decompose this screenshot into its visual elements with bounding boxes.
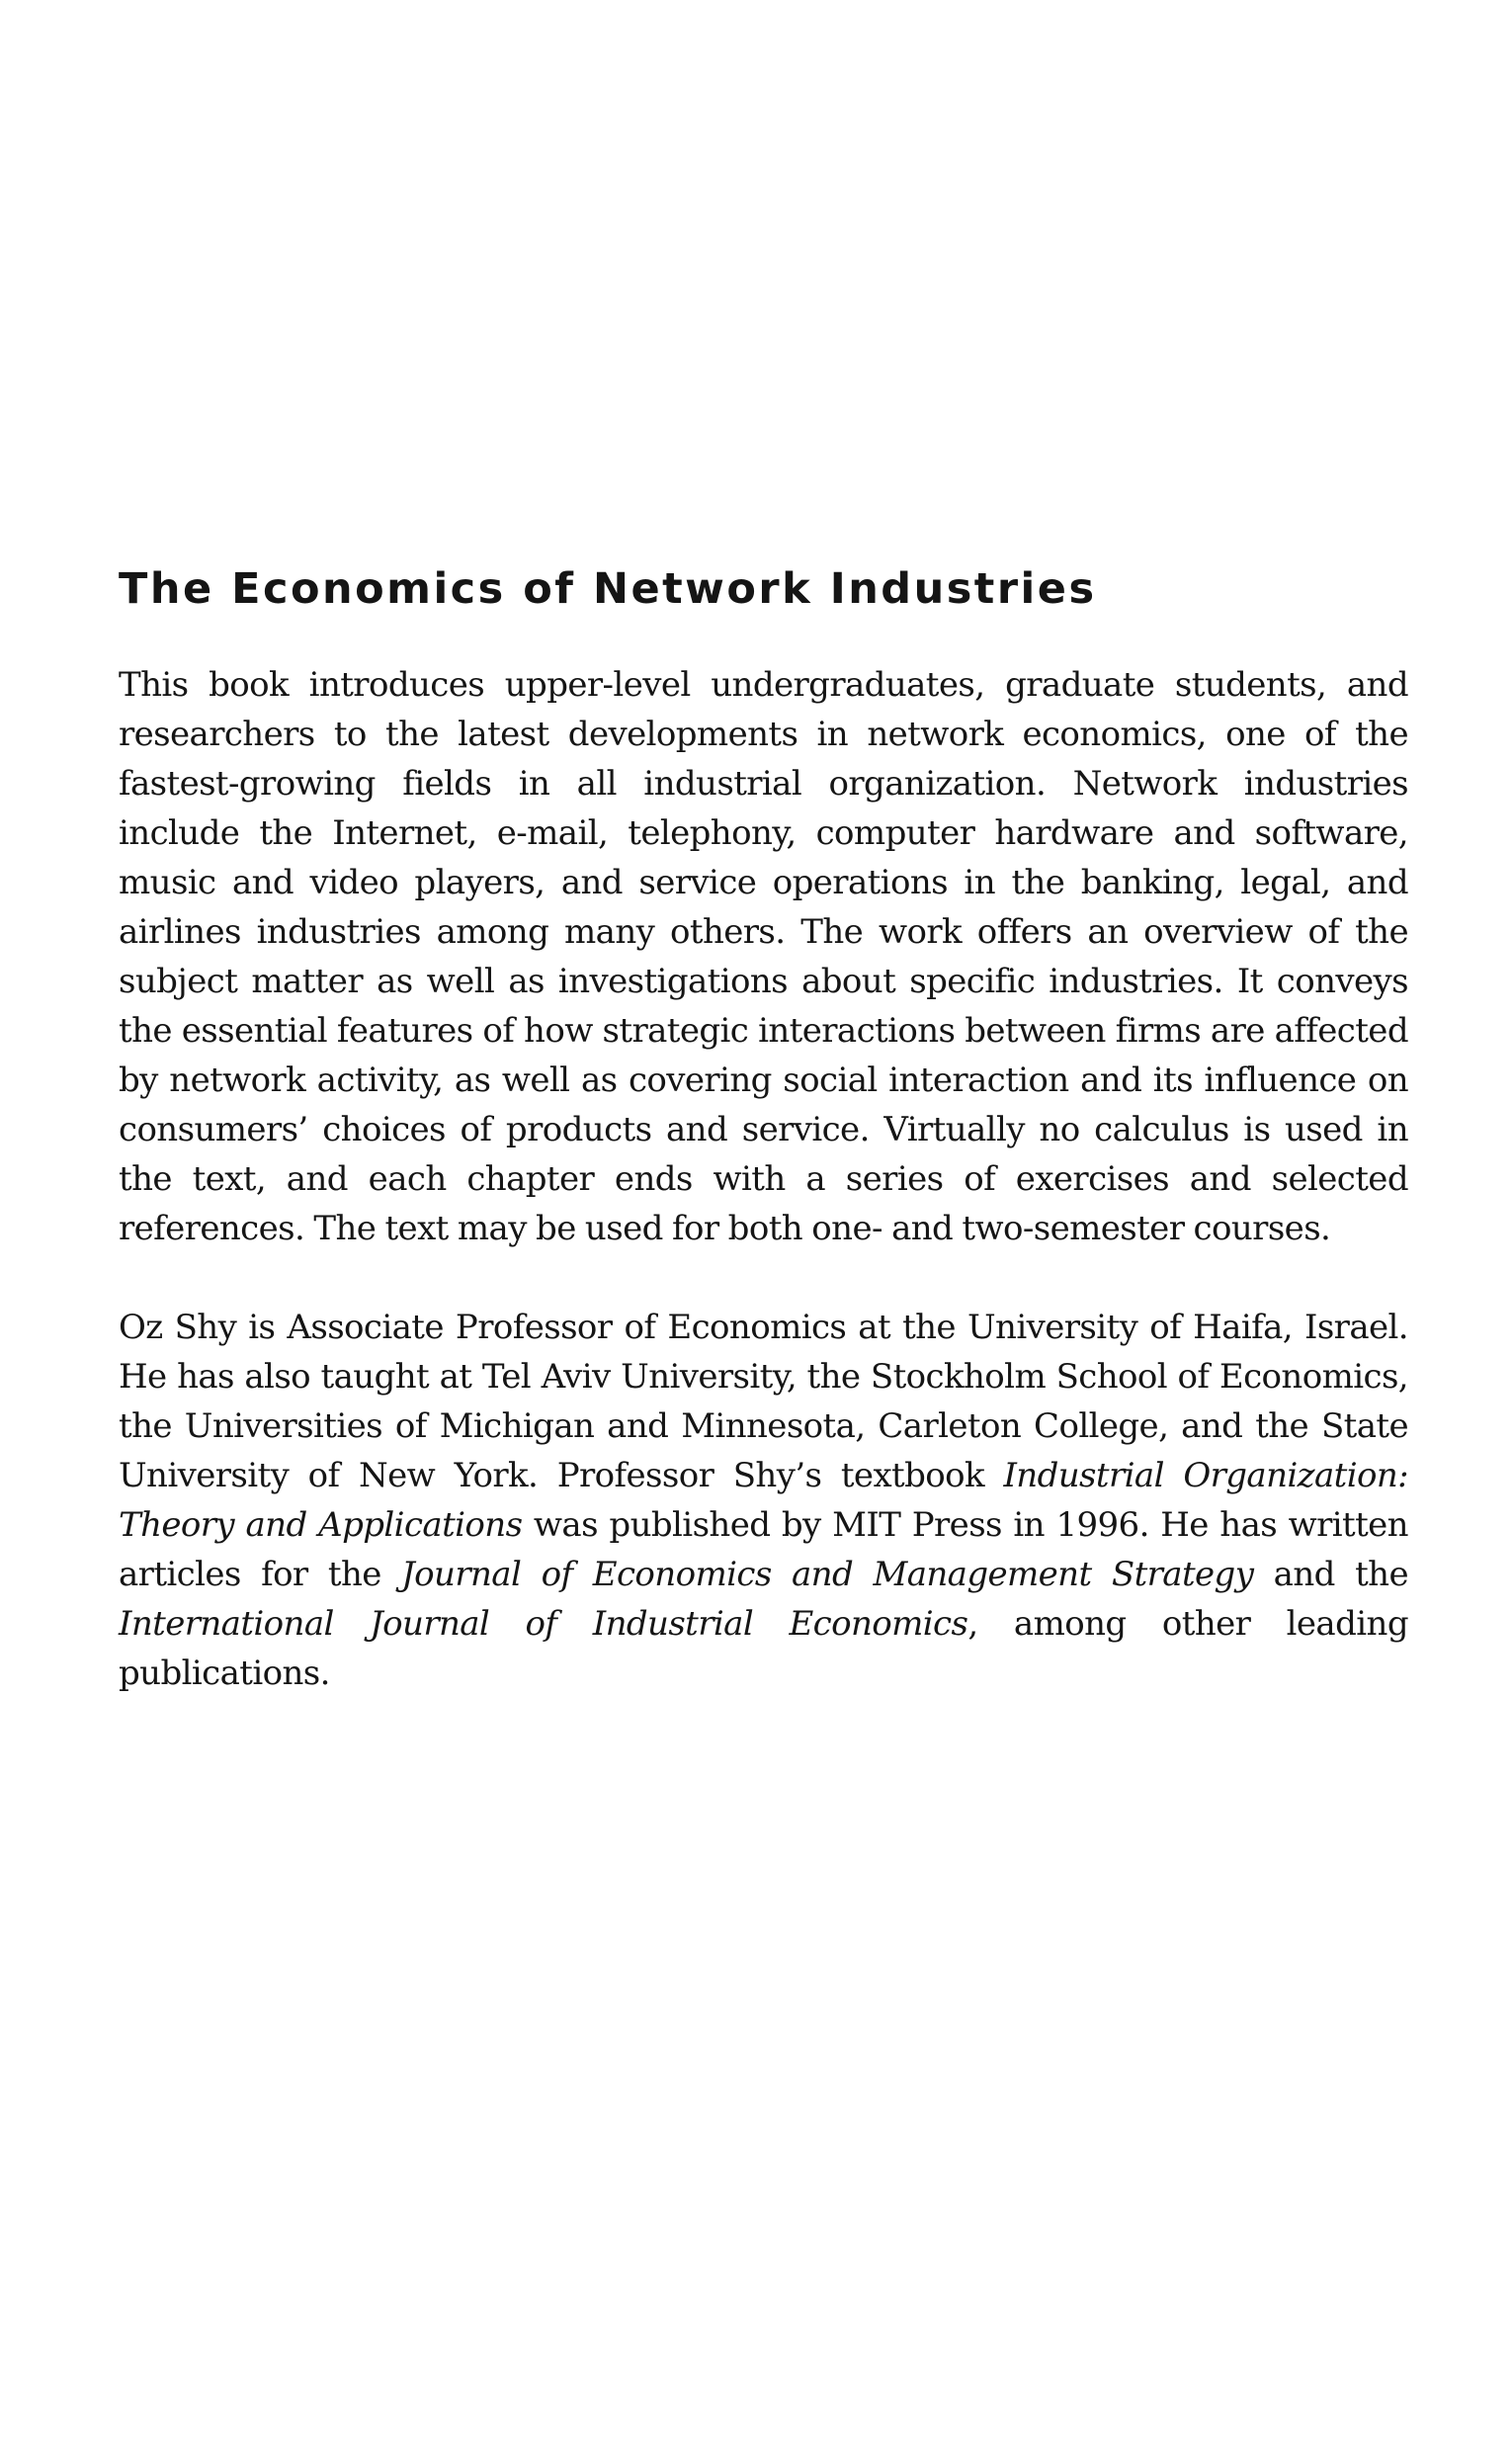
textbook-title: Industrial Organization: Theory and Applications xyxy=(119,1456,1408,1545)
author-bio-text: was published by MIT Press in 1996. He has written articles for the xyxy=(119,1505,1408,1594)
book-blurb xyxy=(119,559,1408,1698)
author-bio-text: and the xyxy=(1253,1555,1408,1594)
journal-title: Journal of Economics and Management Strategy xyxy=(401,1555,1254,1594)
book-description: This book introduces upper-level undergraduates, graduate students, and researchers to the latest developments in network economics, one of the fastest-growing fields in all industrial organization. Network industries include the Internet, e-mail, telephony, computer hardware and software, music and video players, and service operations in the banking, legal, and airlines industries among many others. The work offers an overview of the subject matter as well as investigations about specific industries. It conveys the essential features of how strategic interactions between firms are affected by network activity, as well as covering social interaction and its influence on consumers’ choices of products and service. Virtually no calculus is used in the text, and each chapter ends with a series of exercises and selected references. The text may be used for both one- and two-semester courses. xyxy=(119,665,1408,1248)
author-bio-text: , among other leading publications. xyxy=(119,1604,1408,1693)
journal-title: International Journal of Industrial Economics xyxy=(119,1604,968,1644)
author-bio-text: Oz Shy is Associate Professor of Economics at the University of Haifa, Israel. He has also taught at Tel Aviv University, the Stockholm School of Economics, the Universities of Michigan and Minnesota, Carleton College, and the State University of New York. Professor Shy’s textbook xyxy=(119,1308,1408,1495)
book-title: The Economics of Network Industries xyxy=(119,564,1097,614)
author-bio xyxy=(119,1303,1408,1698)
